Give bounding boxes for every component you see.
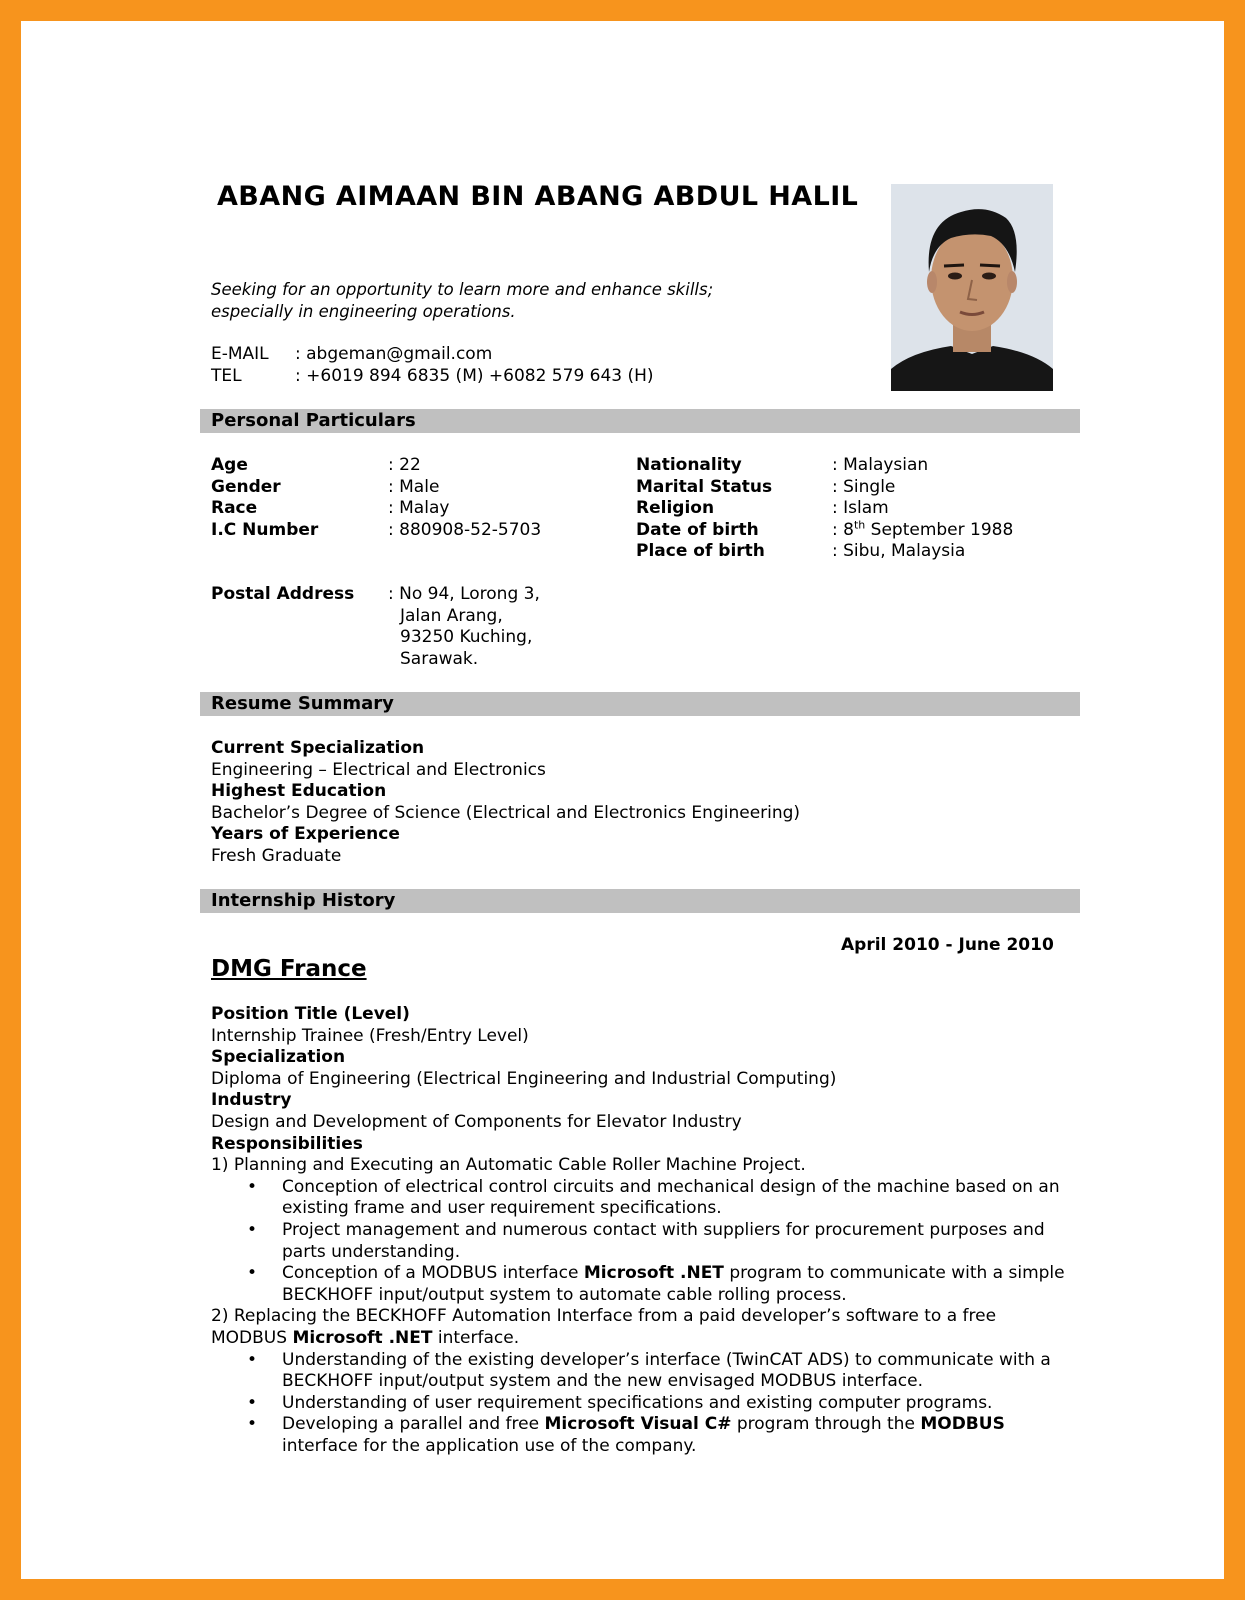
email-row: [211, 343, 492, 365]
nationality-label: Nationality: [636, 455, 742, 475]
current-specialization-value: Engineering – Electrical and Electronics: [211, 759, 546, 780]
position-title-label: Position Title (Level): [211, 1004, 410, 1024]
ic-number-label: I.C Number: [211, 520, 319, 540]
religion-value: : Islam: [832, 498, 889, 518]
postal-address-line3: 93250 Kuching,: [400, 627, 533, 647]
bullet-icon: •: [247, 1219, 258, 1240]
task-1: 1) Planning and Executing an Automatic Cable Roller Machine Project.: [211, 1155, 806, 1176]
nationality-value: : Malaysian: [832, 455, 929, 475]
marital-status-label: Marital Status: [636, 477, 773, 497]
list-item: • Project management and numerous contact with suppliers for procurement purposes and parts understanding.: [247, 1219, 1045, 1262]
company-name: DMG France: [211, 956, 367, 982]
specialization-value: Diploma of Engineering (Electrical Engineering and Industrial Computing): [211, 1068, 837, 1089]
email-label: E-MAIL: [211, 344, 269, 364]
industry-value: Design and Development of Components for Elevator Industry: [211, 1111, 742, 1132]
bullet-icon: •: [247, 1176, 258, 1197]
highest-education-label: Highest Education: [211, 781, 387, 802]
race-label: Race: [211, 498, 258, 518]
list-item: • Conception of a MODBUS interface Microsoft .NET program to communicate with a simple BECKHOFF input/output system to automate cable rolling process.: [247, 1263, 1065, 1305]
postal-address-line1: : No 94, Lorong 3,: [388, 584, 540, 604]
age-label: Age: [211, 455, 248, 475]
postal-address-line2: Jalan Arang,: [400, 606, 503, 626]
tel-row: [211, 365, 654, 387]
email-value[interactable]: : abgeman@gmail.com: [295, 344, 493, 364]
responsibilities-label: Responsibilities: [211, 1133, 363, 1154]
date-of-birth-value: : 8th September 1988: [832, 518, 1014, 540]
gender-label: Gender: [211, 477, 281, 497]
bullet-icon: •: [247, 1392, 258, 1413]
religion-label: Religion: [636, 498, 715, 518]
place-of-birth-label: Place of birth: [636, 541, 765, 561]
date-of-birth-label: Date of birth: [636, 520, 759, 540]
personal-particulars-header: Personal Particulars: [200, 409, 1080, 433]
task-1-bullets: [211, 1177, 1071, 1307]
career-objective: Seeking for an opportunity to learn more and enhance skills; especially in engineering operations.: [211, 280, 714, 321]
profile-photo: [891, 184, 1053, 391]
industry-label: Industry: [211, 1090, 292, 1111]
postal-address-line4: Sarawak.: [400, 649, 479, 669]
internship-period: April 2010 - June 2010: [841, 935, 1054, 955]
task-2: 2) Replacing the BECKHOFF Automation Interface from a paid developer’s software to a free MODBUS Microsoft .NET interface.: [211, 1306, 997, 1348]
resume-summary-body: [211, 738, 1071, 868]
current-specialization-label: Current Specialization: [211, 738, 425, 758]
list-item: • Conception of electrical control circuits and mechanical design of the machine based on an existing frame and user requirement specifications.: [247, 1176, 1060, 1219]
age-value: : 22: [388, 455, 421, 475]
years-of-experience-value: Fresh Graduate: [211, 845, 342, 866]
list-item: • Understanding of user requirement specifications and existing computer programs.: [247, 1392, 993, 1413]
ic-number-value: : 880908-52-5703: [388, 520, 542, 540]
list-item: • Developing a parallel and free Microsoft Visual C# program through the MODBUS interface for the application use of the company.: [247, 1414, 1005, 1456]
specialization-label: Specialization: [211, 1047, 346, 1068]
position-title-value: Internship Trainee (Fresh/Entry Level): [211, 1025, 529, 1046]
internship-history-header: Internship History: [200, 889, 1080, 913]
bullet-icon: •: [247, 1414, 258, 1435]
bullet-icon: •: [247, 1263, 258, 1284]
task-2-bullets: [211, 1350, 1071, 1458]
resume-summary-header: Resume Summary: [200, 692, 1080, 716]
highest-education-value: Bachelor’s Degree of Science (Electrical and Electronics Engineering): [211, 802, 801, 823]
race-value: : Malay: [388, 498, 450, 518]
postal-address-label: Postal Address: [211, 584, 355, 604]
place-of-birth-value: : Sibu, Malaysia: [832, 541, 966, 561]
list-item: • Understanding of the existing developer’s interface (TwinCAT ADS) to communicate with a BECKHOFF input/output system and the new envisaged MODBUS interface.: [247, 1349, 1051, 1392]
years-of-experience-label: Years of Experience: [211, 824, 400, 845]
marital-status-value: : Single: [832, 477, 896, 497]
tel-label: TEL: [211, 366, 242, 386]
internship-details: [211, 1004, 1071, 1457]
candidate-name: ABANG AIMAAN BIN ABANG ABDUL HALIL: [217, 181, 859, 212]
tel-value: : +6019 894 6835 (M) +6082 579 643 (H): [295, 366, 654, 386]
bullet-icon: •: [247, 1349, 258, 1370]
gender-value: : Male: [388, 477, 440, 497]
